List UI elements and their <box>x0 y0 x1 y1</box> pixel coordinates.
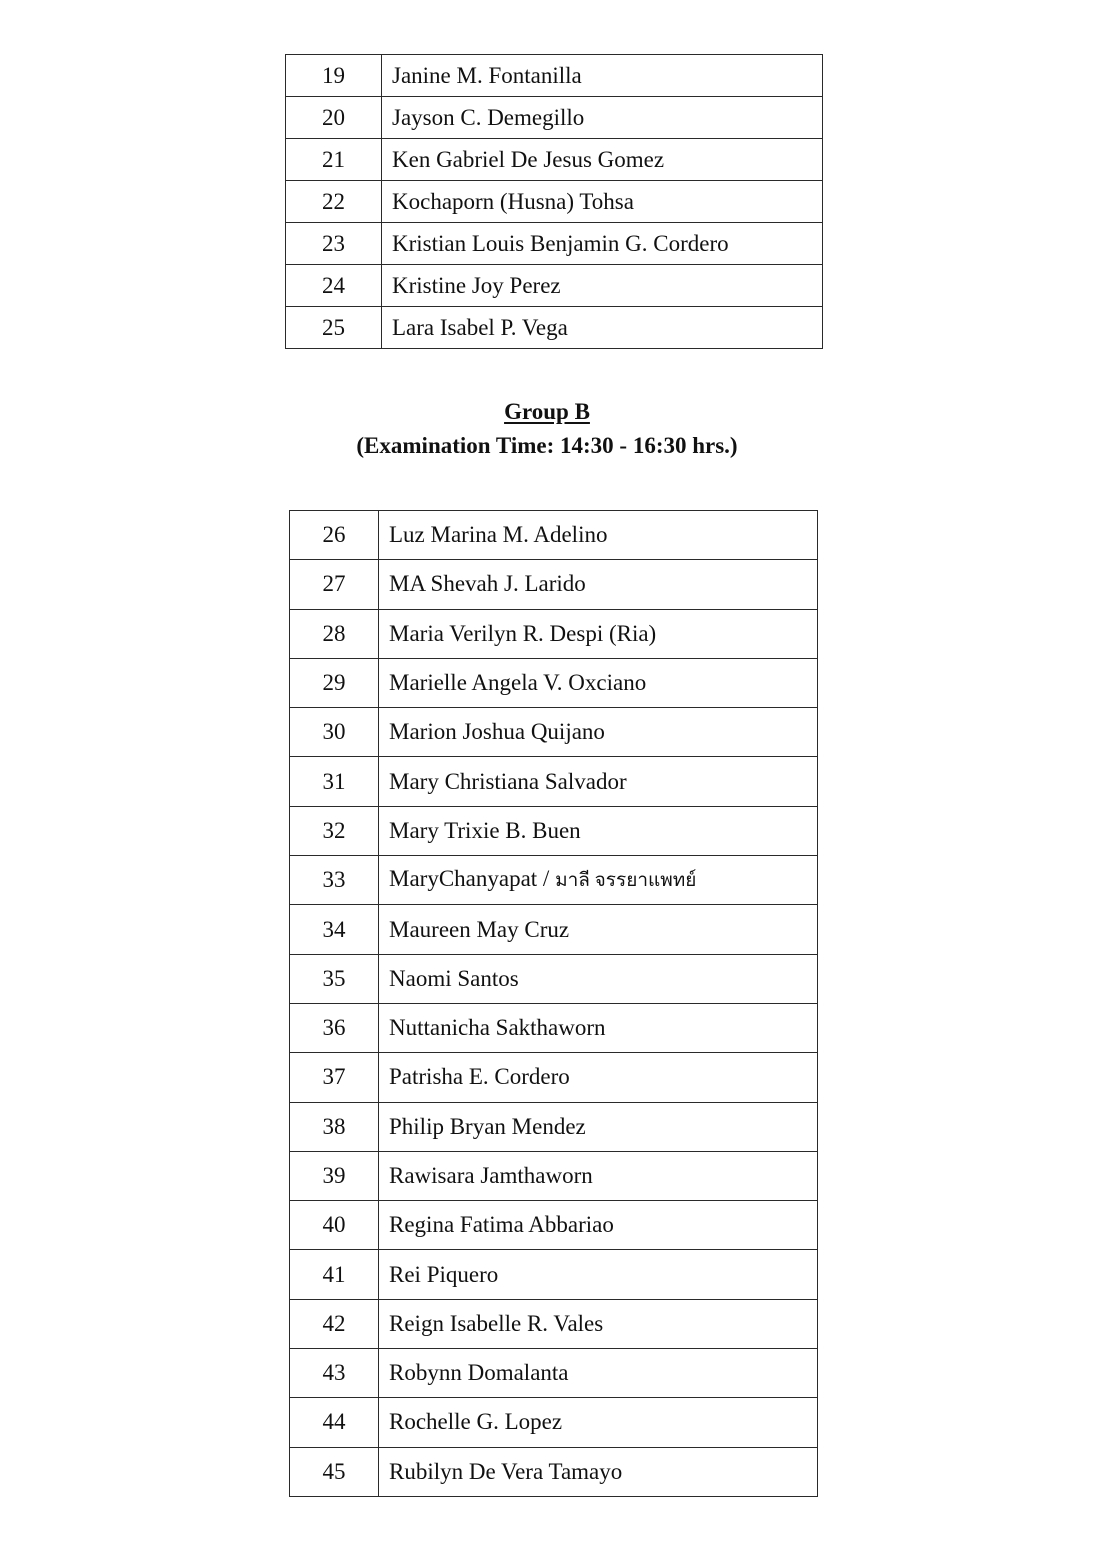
row-number: 36 <box>290 1003 379 1052</box>
participant-name: Maria Verilyn R. Despi (Ria) <box>379 609 818 658</box>
table-row <box>290 1398 818 1447</box>
participant-name: Marielle Angela V. Oxciano <box>379 658 818 707</box>
participant-name: Janine M. Fontanilla <box>382 55 823 97</box>
participant-name: Philip Bryan Mendez <box>379 1102 818 1151</box>
participant-name: Rubilyn De Vera Tamayo <box>379 1447 818 1496</box>
participant-name: Regina Fatima Abbariao <box>379 1201 818 1250</box>
table-row <box>286 181 823 223</box>
table-row <box>290 511 818 560</box>
table-row <box>290 757 818 806</box>
participant-name: Nuttanicha Sakthaworn <box>379 1003 818 1052</box>
participant-name: Ken Gabriel De Jesus Gomez <box>382 139 823 181</box>
row-number: 21 <box>286 139 382 181</box>
table-row <box>286 55 823 97</box>
row-number: 33 <box>290 856 379 905</box>
participant-name: Marion Joshua Quijano <box>379 708 818 757</box>
table-row <box>290 1003 818 1052</box>
row-number: 31 <box>290 757 379 806</box>
group-title-text: Group B <box>504 399 590 424</box>
participant-name: Luz Marina M. Adelino <box>379 511 818 560</box>
row-number: 43 <box>290 1349 379 1398</box>
participant-name: Jayson C. Demegillo <box>382 97 823 139</box>
participant-name: Mary Christiana Salvador <box>379 757 818 806</box>
participant-name: Kristian Louis Benjamin G. Cordero <box>382 223 823 265</box>
participant-name: Patrisha E. Cordero <box>379 1053 818 1102</box>
row-number: 23 <box>286 223 382 265</box>
examination-time: (Examination Time: 14:30 - 16:30 hrs.) <box>356 433 738 458</box>
participant-name: Robynn Domalanta <box>379 1349 818 1398</box>
participant-name: MaryChanyapat / <box>389 866 556 892</box>
row-number: 35 <box>290 954 379 1003</box>
row-number: 42 <box>290 1299 379 1348</box>
participant-name-cell <box>379 856 818 905</box>
table-row <box>290 708 818 757</box>
table-row <box>290 1151 818 1200</box>
row-number: 22 <box>286 181 382 223</box>
table-row <box>290 1102 818 1151</box>
participant-name: Naomi Santos <box>379 954 818 1003</box>
row-number: 39 <box>290 1151 379 1200</box>
row-number: 44 <box>290 1398 379 1447</box>
participant-name: Mary Trixie B. Buen <box>379 806 818 855</box>
table-row <box>290 905 818 954</box>
row-number: 25 <box>286 307 382 349</box>
row-number: 41 <box>290 1250 379 1299</box>
participant-name: Maureen May Cruz <box>379 905 818 954</box>
group-title <box>0 397 1094 427</box>
participant-name: Rochelle G. Lopez <box>379 1398 818 1447</box>
table-row <box>290 954 818 1003</box>
table-row <box>286 307 823 349</box>
table-row <box>290 856 818 905</box>
row-number: 20 <box>286 97 382 139</box>
table-row <box>290 1053 818 1102</box>
table-row <box>290 560 818 609</box>
row-number: 32 <box>290 806 379 855</box>
table-row <box>286 223 823 265</box>
group-b-roster-table <box>289 510 818 1497</box>
row-number: 40 <box>290 1201 379 1250</box>
row-number: 19 <box>286 55 382 97</box>
participant-name: Rawisara Jamthaworn <box>379 1151 818 1200</box>
participant-name: Kochaporn (Husna) Tohsa <box>382 181 823 223</box>
table-row <box>290 1349 818 1398</box>
row-number: 28 <box>290 609 379 658</box>
row-number: 30 <box>290 708 379 757</box>
row-number: 29 <box>290 658 379 707</box>
table-row <box>286 139 823 181</box>
table-row <box>290 806 818 855</box>
row-number: 26 <box>290 511 379 560</box>
row-number: 38 <box>290 1102 379 1151</box>
participant-name: Lara Isabel P. Vega <box>382 307 823 349</box>
table-row <box>290 1201 818 1250</box>
table-row <box>290 609 818 658</box>
row-number: 27 <box>290 560 379 609</box>
participant-name: Reign Isabelle R. Vales <box>379 1299 818 1348</box>
group-a-roster-table <box>285 54 823 349</box>
row-number: 37 <box>290 1053 379 1102</box>
table-row <box>290 1250 818 1299</box>
table-row <box>286 265 823 307</box>
table-row <box>290 1447 818 1496</box>
table-row <box>290 658 818 707</box>
row-number: 45 <box>290 1447 379 1496</box>
participant-name: Rei Piquero <box>379 1250 818 1299</box>
row-number: 34 <box>290 905 379 954</box>
row-number: 24 <box>286 265 382 307</box>
participant-name-thai: มาลี จรรยาแพทย์ <box>555 870 697 892</box>
table-row <box>286 97 823 139</box>
participant-name: Kristine Joy Perez <box>382 265 823 307</box>
table-row <box>290 1299 818 1348</box>
participant-name: MA Shevah J. Larido <box>379 560 818 609</box>
